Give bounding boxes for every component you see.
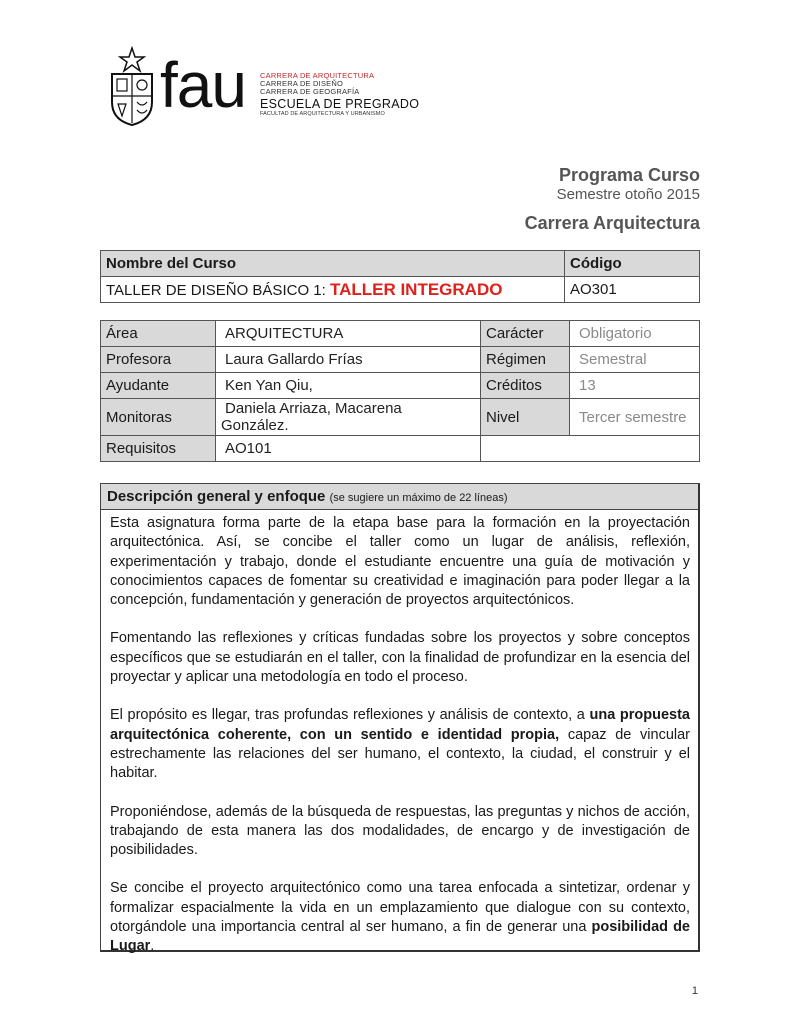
semester: Semestre otoño 2015 (556, 186, 700, 203)
course-table (100, 250, 700, 303)
info-row-area (101, 321, 700, 347)
document-type: Programa Curso (558, 165, 700, 185)
info-row-requirements (101, 436, 700, 462)
description-paragraph-2: Fomentando las reflexiones y críticas fundadas sobre los proyectos y sobre conceptos específicos que se estudiarán en el taller, con la finalidad de profundizar en la esencia del proyectar y aplicar una metodología en todo el proceso. (110, 630, 690, 686)
regime-value: Semestral (570, 347, 700, 373)
regime-label: Régimen (481, 347, 570, 373)
paragraph-5-start: Se concibe el proyecto arquitectónico como una tarea enfocada a sintetizar, ordenar y formalizar espacialmente la vida en un emplazamiento que dialogue con su contexto, otorgándole una importancia central al ser humano, a fin de generar una (110, 880, 690, 936)
course-table-header (101, 251, 700, 277)
page-number: 1 (691, 985, 698, 997)
paragraph-3-start: El propósito es llegar, tras profundas reflexiones y análisis de contexto, a (110, 707, 590, 724)
area-label: Área (101, 321, 216, 347)
description-body (101, 510, 698, 957)
course-code-cell: AO301 (565, 277, 700, 303)
assistant-label: Ayudante (101, 373, 216, 399)
area-value: ARQUITECTURA (216, 321, 481, 347)
character-label: Carácter (481, 321, 570, 347)
info-row-professor (101, 347, 700, 373)
requirements-empty (481, 436, 700, 462)
course-name-prefix: TALLER DE DISEÑO BÁSICO 1: (106, 281, 330, 299)
monitors-label: Monitoras (101, 399, 216, 436)
paragraph-5-end: . (150, 938, 155, 955)
professor-label: Profesora (101, 347, 216, 373)
level-label: Nivel (481, 399, 570, 436)
career-architecture: CARRERA DE ARQUITECTURA (260, 71, 375, 80)
university-logo (108, 46, 420, 130)
description-paragraph-3 (110, 706, 690, 783)
credits-value: 13 (570, 373, 700, 399)
logo-careers (260, 72, 430, 118)
professor-value: Laura Gallardo Frías (216, 347, 481, 373)
description-paragraph-1: Esta asignatura forma parte de la etapa base para la formación en la proyectación arquitectónica. Así, se concibe el taller como un lugar de análisis, reflexión, experimentación y trabajo, donde el estudiante encuentre una guía de motivación y conocimientos capaces de fomentar su creatividad e imaginación para poder llegar a la concepción, fundamentación y generación de proyectos arquitectónicos. (110, 515, 690, 609)
course-name-highlight: TALLER INTEGRADO (329, 279, 503, 299)
career-geography: CARRERA DE GEOGRAFÍA (260, 87, 360, 96)
course-table-row (101, 277, 700, 303)
requirements-label: Requisitos (101, 436, 216, 462)
university-seal-icon (108, 46, 156, 126)
credits-label: Créditos (481, 373, 570, 399)
description-note: (se sugiere un máximo de 22 líneas) (329, 492, 508, 504)
career-design: CARRERA DE DISEÑO (260, 79, 343, 88)
character-value: Obligatorio (570, 321, 700, 347)
description-section (100, 483, 700, 955)
paragraph-3-emphasis: una propuesta arquitectónica coherente, con un sentido e identidad propia, (110, 707, 690, 743)
requirements-value: AO101 (216, 436, 481, 462)
description-paragraph-5 (110, 879, 690, 956)
career-name: Carrera Arquitectura (524, 213, 700, 233)
monitors-value (216, 399, 481, 436)
course-code-header: Código (565, 251, 700, 277)
assistant-value: Ken Yan Qiu, (216, 373, 481, 399)
course-name-cell (101, 277, 565, 303)
monitors-line-1: Daniela Arriaza, Macarena (225, 400, 402, 417)
monitors-line-2: González. (221, 417, 289, 434)
paragraph-5-emphasis: posibilidad de Lugar (110, 919, 690, 955)
description-heading: Descripción general y enfoque (107, 488, 326, 505)
course-name-header: Nombre del Curso (101, 251, 565, 277)
level-value: Tercer semestre (570, 399, 700, 436)
faculty-name: FACULTAD DE ARQUITECTURA Y URBANISMO (260, 111, 385, 117)
school-name: ESCUELA DE PREGRADO (260, 97, 420, 111)
paragraph-3-end: capaz de vincular estrechamente las relaciones del ser humano, el contexto, la ciudad, el construir y el habitar. (110, 726, 691, 782)
description-paragraph-4: Proponiéndose, además de la búsqueda de respuestas, las preguntas y nichos de acción, trabajando de esta manera las dos modalidades, de encargo y de investigación de posibilidades. (110, 803, 690, 859)
info-row-monitors (101, 399, 700, 436)
logo-wordmark: fau (160, 49, 246, 121)
info-row-assistant (101, 373, 700, 399)
course-info-table (100, 320, 700, 462)
description-header (101, 484, 698, 510)
title-block (525, 164, 700, 234)
